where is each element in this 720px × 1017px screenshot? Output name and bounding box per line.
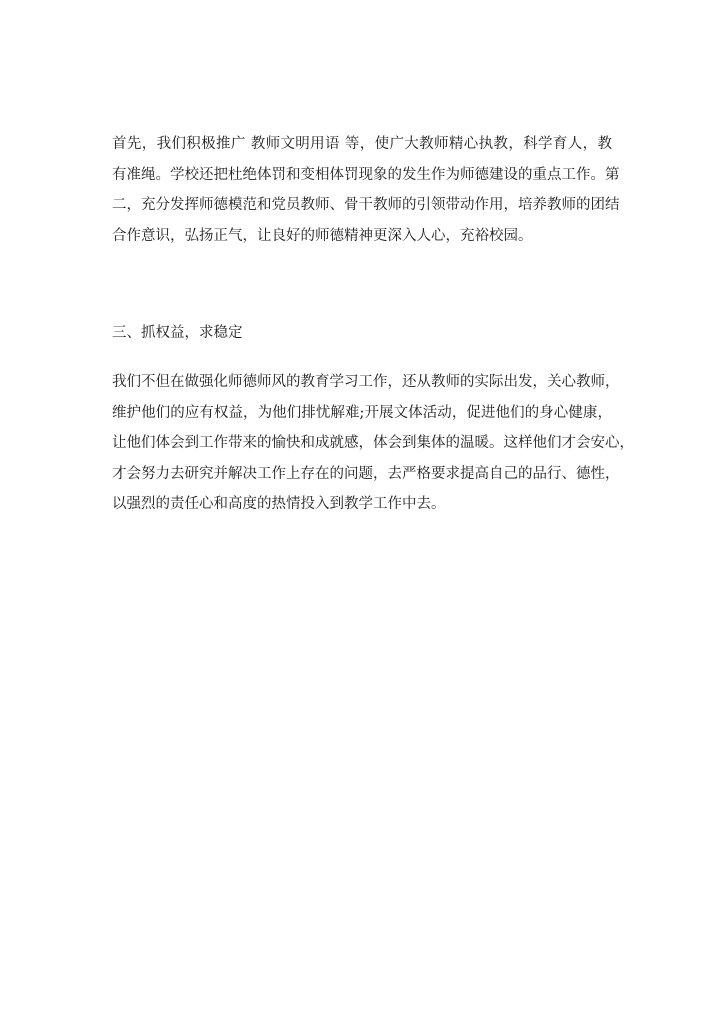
section-heading — [112, 318, 612, 349]
paragraph-line: 以强烈的责任心和高度的热情投入到教学工作中去。 — [112, 496, 446, 512]
paragraph-line: 合作意识，弘扬正气，让良好的师德精神更深入人心，充裕校园。 — [112, 227, 533, 244]
paragraph-line: 我们不但在做强化师德师风的教育学习工作，还从教师的实际出发，关心教师， — [112, 374, 620, 390]
paragraph-line: 才会努力去研究并解决工作上存在的问题，去严格要求提高自己的品行、德性， — [112, 465, 620, 482]
paragraph-line: 二，充分发挥师德模范和党员教师、骨干教师的引领带动作用，培养教师的团结 — [112, 197, 620, 213]
section-heading-text: 三、抓权益，求稳定 — [112, 325, 243, 341]
paragraph-line: 有准绳。学校还把杜绝体罚和变相体罚现象的发生作为师德建设的重点工作。第 — [112, 166, 620, 183]
paragraph-line: 让他们体会到工作带来的愉快和成就感，体会到集体的温暖。这样他们才会安心， — [112, 435, 634, 451]
paragraph-rights-stability — [112, 367, 634, 520]
paragraph-teacher-ethics — [112, 129, 620, 251]
paragraph-line: 首先，我们积极推广 教师文明用语 等，使广大教师精心执教，科学育人，教 — [112, 136, 612, 152]
paragraph-line: 维护他们的应有权益，为他们排忧解难;开展文体活动，促进他们的身心健康， — [112, 404, 612, 421]
